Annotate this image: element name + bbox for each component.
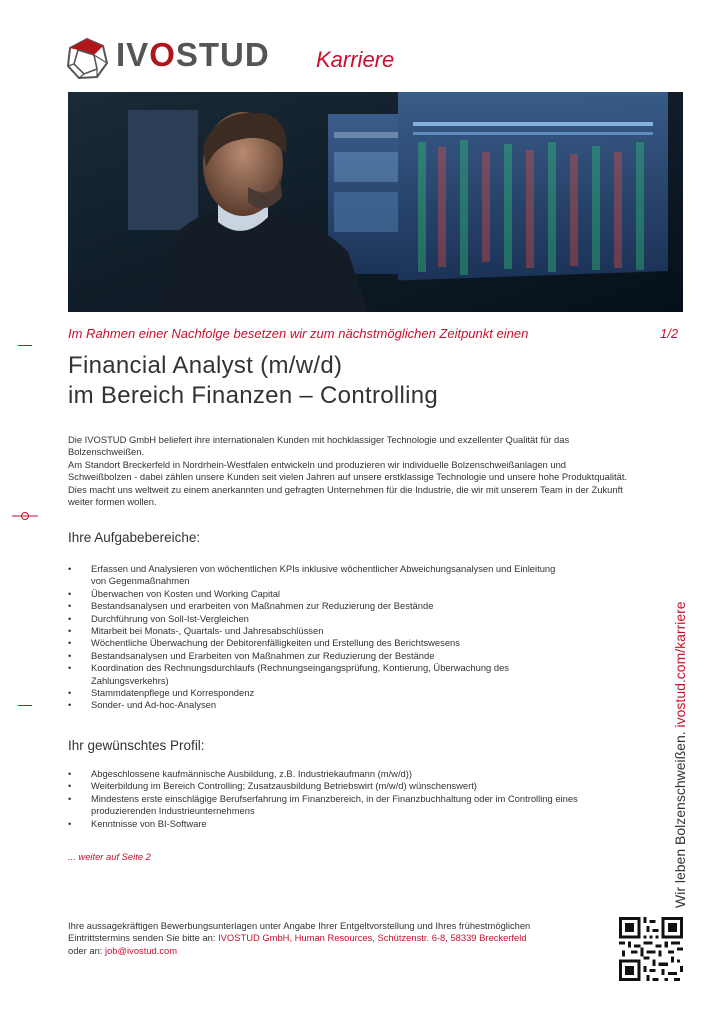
side-slogan: Wir leben Bolzenschweißen. ivostud.com/karriere	[672, 601, 688, 908]
list-item: • Bestandsanalysen und Erarbeiten von Maßnahmen zur Reduzierung der Bestände	[68, 650, 568, 662]
page-number: 1/2	[660, 326, 679, 341]
hero-image	[68, 92, 683, 312]
list-item: • Durchführung von Soll-Ist-Vergleichen	[68, 613, 568, 625]
profile-heading: Ihr gewünschtes Profil:	[68, 738, 205, 753]
karriere-label: Karriere	[316, 47, 395, 72]
list-item: • Sonder- und Ad-hoc-Analysen	[68, 699, 568, 711]
list-item: • Abgeschlossene kaufmännische Ausbildung, z.B. Industriekaufmann (m/w/d))	[68, 768, 578, 780]
qr-code-icon[interactable]	[619, 917, 683, 981]
list-item: • Stammdatenpflege und Korrespondenz	[68, 687, 568, 699]
profile-list	[68, 768, 578, 830]
list-item: • Koordination des Rechnungsdurchlaufs (Rechnungseingangsprüfung, Kontierung, Überwachung des Zahlungsverkehrs)	[68, 662, 568, 687]
company-description	[68, 434, 628, 508]
list-item: • Kenntnisse von BI-Software	[68, 818, 578, 830]
ivostud-logo-icon	[64, 36, 110, 82]
job-title	[68, 351, 438, 411]
application-info	[68, 920, 598, 957]
list-item: • Wöchentliche Überwachung der Debitorenfälligkeiten und Erstellung des Berichtswesens	[68, 637, 568, 649]
list-item: • Erfassen und Analysieren von wöchentlichen KPIs inklusive wöchentlicher Abweichungsanalysen und Einleitung von Gegenmaßnahmen	[68, 563, 568, 588]
intro-line: Im Rahmen einer Nachfolge besetzen wir zum nächstmöglichen Zeitpunkt einen	[68, 326, 529, 341]
tasks-heading: Ihre Aufgabebereiche:	[68, 530, 201, 545]
job-title-line-1: Financial Analyst (m/w/d)	[68, 352, 343, 379]
application-line-2: Eintrittstermins senden Sie bitte an: IVOSTUD GmbH, Human Resources, Schützenstr. 6-8, 58339 Breckerfeld	[68, 932, 527, 944]
continued-note: ... weiter auf Seite 2	[68, 851, 151, 862]
list-item: • Weiterbildung im Bereich Controlling; Zusatzausbildung Betriebswirt (m/w/d) wünschenswert)	[68, 780, 578, 792]
fold-mark-bottom	[18, 705, 32, 706]
application-line-1: Ihre aussagekräftigen Bewerbungsunterlagen unter Angabe Ihrer Entgeltvorstellung und Ihres frühestmöglichen	[68, 920, 531, 931]
brand-name: IVOSTUD	[116, 36, 270, 73]
application-line-3: oder an: job@ivostud.com	[68, 944, 178, 956]
career-url-link[interactable]: ivostud.com/karriere	[672, 601, 688, 728]
list-item: • Überwachen von Kosten und Working Capital	[68, 588, 568, 600]
tasks-list	[68, 563, 568, 712]
email-link[interactable]: job@ivostud.com	[105, 944, 178, 956]
job-title-line-2: im Bereich Finanzen – Controlling	[68, 382, 439, 409]
fold-mark-top	[18, 345, 32, 346]
list-item: • Mitarbeit bei Monats-, Quartals- und Jahresabschlüssen	[68, 625, 568, 637]
company-paragraph-2: Am Standort Breckerfeld in Nordrhein-Westfalen entwickeln und produzieren wir individuelle Bolzenschweißanlagen und Schweißbolzen - dabei zählen unsere Kunden seit vielen Jahren auf unsere erstklassige Technologie und unsere hohe Produktqualität. Dies macht uns weltweit zu einem anerkannten und gefragten Unternehmen für die Industrie, die wir mit unserem Team in der Zukunft weiter formen wollen.	[68, 458, 628, 508]
list-item: • Bestandsanalysen und erarbeiten von Maßnahmen zur Reduzierung der Bestände	[68, 600, 568, 612]
list-item: • Mindestens erste einschlägige Berufserfahrung im Finanzbereich, in der Finanzbuchhaltung oder im Controlling eines produzierenden Industrieunternehmens	[68, 793, 578, 818]
company-paragraph-1: Die IVOSTUD GmbH beliefert ihre internationalen Kunden mit hochklassiger Technologie und exzellenter Qualität für das Bolzenschweißen.	[68, 434, 570, 458]
address-link[interactable]: IVOSTUD GmbH, Human Resources, Schützenstr. 6-8, 58339 Breckerfeld	[218, 932, 527, 944]
punch-mark	[12, 511, 38, 521]
